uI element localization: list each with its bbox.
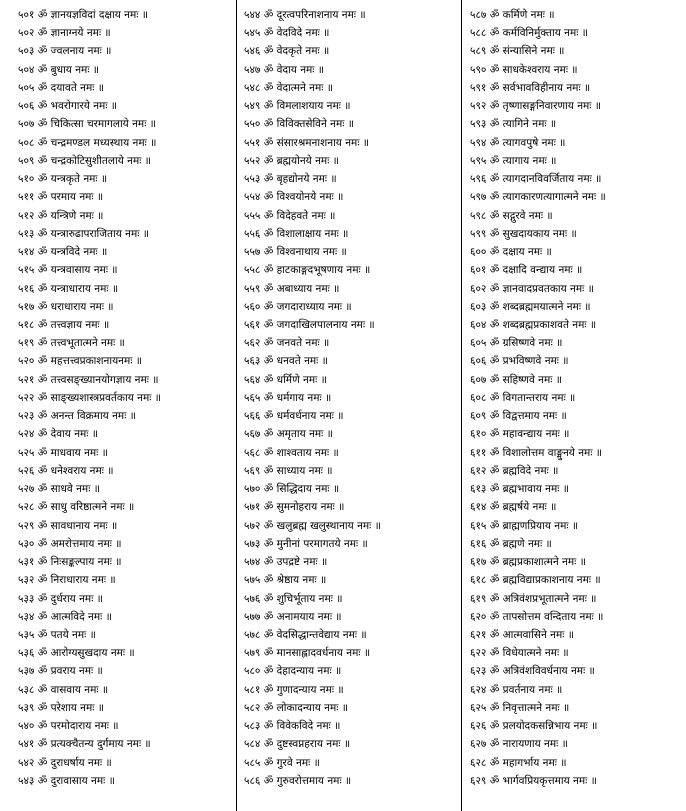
- mantra-line: ५१५ ॐ यन्त्रवासाय नमः ॥: [18, 264, 118, 277]
- mantra-line: ५१० ॐ यन्त्रकृते नमः ॥: [18, 173, 108, 186]
- mantra-line: ६२४ ॐ प्रवर्तनाय नमः ॥: [470, 683, 563, 696]
- mantra-line: ५९० ॐ साधकेश्वराय नमः ॥: [470, 63, 578, 76]
- mantra-line: ५४४ ॐ दूरत्वपरिनाशनाय नमः ॥: [244, 9, 366, 21]
- mantra-line: ५०३ ॐ ज्वलनाय नमः ॥: [18, 45, 112, 58]
- mantra-line: ५६८ ॐ शाश्वताय नमः ॥: [244, 446, 339, 459]
- mantra-line: ५८६ ॐ गुरुवरोत्तमाय नमः ॥: [244, 774, 352, 787]
- mantra-line: ५७३ ॐ मुनीनां परमागतये नमः ॥: [244, 537, 368, 550]
- mantra-line: ५९३ ॐ त्यागिने नमः ॥: [470, 118, 557, 131]
- mantra-line: ६१५ ॐ ब्राह्मणप्रियाय नमः ॥: [470, 519, 579, 532]
- mantra-line: ५११ ॐ परमाय नमः ॥: [18, 191, 104, 204]
- mantra-line: ५३५ ॐ पतये नमः ॥: [18, 628, 96, 641]
- mantra-line: ६०६ ॐ प्रभविष्णवे नमः ॥: [470, 355, 569, 368]
- mantra-line: ५२४ ॐ देवाय नमः ॥: [18, 428, 99, 441]
- mantra-line: ५९२ ॐ तृष्णासङ्गनिवारणाय नमः ॥: [470, 100, 602, 113]
- mantra-line: ५१४ ॐ यन्त्रविदे नमः ॥: [18, 246, 108, 259]
- mantra-line: ५०७ ॐ चिकित्सा चरमागलाये नमः ॥: [18, 118, 156, 131]
- mantra-line: ५६३ ॐ धनवते नमः ॥: [244, 355, 328, 368]
- mantra-line: ६१२ ॐ ब्रह्मविदे नमः ॥: [470, 464, 559, 477]
- mantra-line: ६२२ ॐ विधेयात्मने नमः ॥: [470, 647, 569, 660]
- mantra-line: ५७५ ॐ श्रेष्ठाय नमः ॥: [244, 574, 327, 587]
- mantra-line: ५१३ ॐ यन्त्रारुढापराजिताय नमः ॥: [18, 227, 150, 240]
- mantra-line: ५६० ॐ जगदाराध्याय नमः ॥: [244, 300, 352, 313]
- mantra-line: ५२० ॐ महत्तत्त्वप्रकाशनायनमः ॥: [18, 355, 143, 368]
- mantra-line: ५६६ ॐ धर्मवर्धनाय नमः ॥: [244, 410, 344, 423]
- mantra-line: ६११ ॐ विशालोत्तम वाङ्मुनये नमः ॥: [470, 446, 603, 459]
- mantra-line: ५७१ ॐ सुमनोहराय नमः ॥: [244, 501, 345, 514]
- mantra-line: ५४६ ॐ वेदकृते नमः ॥: [244, 45, 330, 58]
- mantra-line: ५५१ ॐ संसारश्रमनाशनाय नमः ॥: [244, 136, 370, 149]
- mantra-line: ६२३ ॐ अत्रिवंशविवर्धनाय नमः ॥: [470, 665, 595, 678]
- mantra-line: ५२८ ॐ साधु वरिष्ठात्मने नमः ॥: [18, 501, 135, 514]
- mantra-line: ५५७ ॐ विश्वनाथाय नमः ॥: [244, 246, 347, 259]
- mantra-line: ५४५ ॐ वेदविदे नमः ॥: [244, 27, 330, 40]
- mantra-line: ५१८ ॐ तत्त्वज्ञाय नमः ॥: [18, 318, 110, 331]
- mantra-line: ५६४ ॐ धर्मिणे नमः ॥: [244, 373, 327, 386]
- mantra-line: ५७९ ॐ मानसाह्लादवर्धनाय नमः ॥: [244, 647, 371, 660]
- mantra-line: ५०२ ॐ ज्ञानाग्नये नमः ॥: [18, 27, 111, 40]
- mantra-line: ६१६ ॐ ब्रह्मणे नमः ॥: [470, 537, 552, 550]
- mantra-line: ५३० ॐ अमरोत्तमाय नमः ॥: [18, 537, 122, 550]
- mantra-line: ५२९ ॐ सावधानाय नमः ॥: [18, 519, 118, 532]
- mantra-line: ६०५ ॐ ग्रसिष्णवे नमः ॥: [470, 337, 563, 350]
- mantra-line: ५६७ ॐ अमृताय नमः ॥: [244, 428, 333, 441]
- mantra-line: ५९८ ॐ सद्गुरवे नमः ॥: [470, 209, 553, 222]
- names-column-1: [18, 6, 232, 806]
- names-column-3: [470, 6, 684, 806]
- mantra-line: ५९४ ॐ त्यागवपुषे नमः ॥: [470, 136, 566, 149]
- column-divider: [461, 0, 462, 811]
- mantra-line: ५९५ ॐ त्यागाय नमः ॥: [470, 154, 557, 167]
- mantra-line: ५९९ ॐ सुखदायकाय नमः ॥: [470, 227, 577, 240]
- mantra-line: ५२१ ॐ तत्त्वसङ्ख्यानयोगज्ञाय नमः ॥: [18, 373, 159, 386]
- mantra-line: ५२३ ॐ अनन्त विक्रमाय नमः ॥: [18, 410, 136, 423]
- mantra-line: ५९७ ॐ त्यागकारणत्यागात्मने नमः ॥: [470, 191, 606, 204]
- mantra-line: ६१० ॐ महावन्द्याय नमः ॥: [470, 428, 570, 441]
- mantra-line: ५०६ ॐ भवरोगारये नमः ॥: [18, 100, 118, 113]
- mantra-line: ५३८ ॐ वासवाय नमः ॥: [18, 683, 109, 696]
- mantra-line: ६१९ ॐ अत्रिवंशप्रभूतात्मने नमः ॥: [470, 592, 597, 605]
- mantra-line: ६०९ ॐ विद्वत्तमाय नमः ॥: [470, 410, 567, 423]
- mantra-line: ५८२ ॐ लोकादन्याय नमः ॥: [244, 701, 349, 714]
- mantra-line: ५६१ ॐ जगदाखिलपालनाय नमः ॥: [244, 318, 375, 331]
- mantra-line: ५३७ ॐ प्रवराय नमः ॥: [18, 665, 103, 678]
- mantra-line: ५३३ ॐ दुर्धराय नमः ॥: [18, 592, 103, 605]
- mantra-line: ६०८ ॐ विगतान्तराय नमः ॥: [470, 391, 576, 404]
- mantra-line: ६२० ॐ तापसोत्तम वन्दिताय नमः ॥: [470, 610, 604, 623]
- mantra-line: ६२१ ॐ आत्मवासिने नमः ॥: [470, 628, 574, 641]
- mantra-line: ५१७ ॐ धराधाराय नमः ॥: [18, 300, 114, 313]
- mantra-line: ५२५ ॐ माधवाय नमः ॥: [18, 446, 108, 459]
- mantra-line: ५५० ॐ विविक्तसेविने नमः ॥: [244, 118, 355, 131]
- mantra-line: ५४७ ॐ वेदाय नमः ॥: [244, 63, 325, 76]
- mantra-line: ६०२ ॐ ज्ञानवादप्रवतकाय नमः ॥: [470, 282, 594, 295]
- mantra-line: ५२२ ॐ साङ्ख्यशास्त्रप्रवर्तकाय नमः ॥: [18, 391, 161, 404]
- mantra-line: ५७२ ॐ खलुब्रह्म खलुस्थानाय नमः ॥: [244, 519, 381, 532]
- mantra-line: ५८१ ॐ गुणादन्याय नमः ॥: [244, 683, 344, 696]
- mantra-line: ५१६ ॐ यन्त्राधाराय नमः ॥: [18, 282, 119, 295]
- mantra-line: ५१२ ॐ यन्त्रिणे नमः ॥: [18, 209, 104, 222]
- mantra-line: ६२५ ॐ निवृत्तात्मने नमः ॥: [470, 701, 570, 714]
- mantra-line: ५५६ ॐ विशालाक्षाय नमः ॥: [244, 227, 349, 240]
- mantra-line: ५५९ ॐ अबाध्याय नमः ॥: [244, 282, 340, 295]
- mantra-line: ५०८ ॐ चन्द्रमण्डल मध्यस्थाय नमः ॥: [18, 136, 157, 149]
- mantra-line: ५४१ ॐ प्रत्यक्चैतन्य दुर्गमाय नमः ॥: [18, 738, 151, 751]
- mantra-line: ५३४ ॐ आत्मविदे नमः ॥: [18, 610, 112, 623]
- mantra-line: ६२६ ॐ प्रलयोदकसन्निभाय नमः ॥: [470, 720, 598, 733]
- mantra-line: ५३२ ॐ निराधाराय नमः ॥: [18, 574, 116, 587]
- mantra-line: ५५८ ॐ हाटकाङ्गदभूषणाय नमः ॥: [244, 264, 371, 277]
- mantra-line: ५९१ ॐ सर्वभावविहीनाय नमः ॥: [470, 81, 591, 94]
- mantra-line: ५७४ ॐ उपद्रष्टे नमः ॥: [244, 556, 328, 569]
- mantra-line: ५८४ ॐ दुष्टस्वप्नहराय नमः ॥: [244, 738, 351, 751]
- mantra-line: ५७७ ॐ अनामयाय नमः ॥: [244, 610, 342, 623]
- mantra-line: ६०० ॐ दक्षाय नमः ॥: [470, 246, 552, 259]
- mantra-line: ५८३ ॐ विवेकविदे नमः ॥: [244, 720, 341, 733]
- mantra-line: ६२७ ॐ नारायणाय नमः ॥: [470, 738, 568, 751]
- mantra-line: ६०३ ॐ शब्दब्रह्ममयात्मने नमः ॥: [470, 300, 591, 313]
- mantra-line: ५३१ ॐ निःसङ्कल्पाय नमः ॥: [18, 556, 122, 569]
- mantra-line: ५५४ ॐ विश्वयोनये नमः ॥: [244, 191, 344, 204]
- mantra-line: ६१४ ॐ ब्रह्मर्षये नमः ॥: [470, 501, 557, 514]
- mantra-line: ६०४ ॐ शब्दब्रह्मप्रकाशवते नमः ॥: [470, 318, 597, 331]
- mantra-line: ५६९ ॐ साध्याय नमः ॥: [244, 464, 333, 477]
- mantra-line: ६२८ ॐ महागर्भाय नमः ॥: [470, 756, 567, 769]
- mantra-line: ५७८ ॐ वेदसिद्धान्तवेद्याय नमः ॥: [244, 628, 367, 641]
- mantra-line: ५८९ ॐ संन्यासिने नमः ॥: [470, 45, 565, 58]
- mantra-line: ५७० ॐ सिद्धिदाय नमः ॥: [244, 483, 340, 496]
- mantra-line: ५४९ ॐ विमलाशयाय नमः ॥: [244, 100, 351, 113]
- mantra-line: ५६२ ॐ जनवते नमः ॥: [244, 337, 330, 350]
- mantra-line: ६१३ ॐ ब्रह्मभावाय नमः ॥: [470, 483, 569, 496]
- mantra-line: ५४२ ॐ दुराधर्षाय नमः ॥: [18, 756, 112, 769]
- mantra-line: ५०४ ॐ बुधाय नमः ॥: [18, 63, 100, 76]
- mantra-line: ६२९ ॐ भार्गवप्रियकृत्तमाय नमः ॥: [470, 774, 597, 787]
- mantra-line: ५८० ॐ देहादन्याय नमः ॥: [244, 665, 342, 678]
- mantra-line: ५५५ ॐ विदेहवते नमः ॥: [244, 209, 336, 222]
- mantra-line: ५८७ ॐ कर्मिणे नमः ॥: [470, 9, 555, 21]
- mantra-line: ५४३ ॐ दुरावासाय नमः ॥: [18, 774, 115, 787]
- names-column-2: [244, 6, 458, 806]
- mantra-line: ६१८ ॐ ब्रह्मविद्याप्रकाशनाय नमः ॥: [470, 574, 601, 587]
- mantra-line: ५८८ ॐ कर्मविनिर्मुक्ताय नमः ॥: [470, 27, 588, 40]
- mantra-line: ६१७ ॐ ब्रह्मप्रकाशात्मने नमः ॥: [470, 556, 586, 569]
- mantra-line: ५७६ ॐ शुचिर्भूताय नमः ॥: [244, 592, 343, 605]
- mantra-line: ५८५ ॐ गुरवे नमः ॥: [244, 756, 320, 769]
- mantra-line: ६०७ ॐ सहिष्णवे नमः ॥: [470, 373, 563, 386]
- mantra-line: ६०१ ॐ दक्षादि वन्द्याय नमः ॥: [470, 264, 583, 277]
- mantra-line: ५०९ ॐ चन्द्रकोटिसुशीतलाये नमः ॥: [18, 154, 151, 167]
- mantra-line: ५३६ ॐ आरोग्यसुखदाय नमः ॥: [18, 647, 135, 660]
- mantra-line: ५६५ ॐ धर्मगाय नमः ॥: [244, 391, 332, 404]
- mantra-line: ५९६ ॐ त्यागदानविवर्जिताय नमः ॥: [470, 173, 602, 186]
- mantra-line: ५५३ ॐ बृहद्योनये नमः ॥: [244, 173, 337, 186]
- mantra-line: ५५२ ॐ ब्रह्मयोनये नमः ॥: [244, 154, 339, 167]
- mantra-line: ५३९ ॐ परेशाय नमः ॥: [18, 701, 105, 714]
- mantra-line: ५२६ ॐ धनेश्वराय नमः ॥: [18, 464, 114, 477]
- mantra-line: ५४० ॐ परमोदाराय नमः ॥: [18, 720, 119, 733]
- mantra-line: ५०१ ॐ ज्ञानयज्ञविदां दक्षाय नमः ॥: [18, 9, 149, 21]
- mantra-line: ५१९ ॐ तत्त्वभूतात्मने नमः ॥: [18, 337, 125, 350]
- mantra-line: ५०५ ॐ दयावते नमः ॥: [18, 81, 105, 94]
- mantra-line: ५४८ ॐ वेदात्मने नमः ॥: [244, 81, 334, 94]
- column-divider: [236, 0, 237, 811]
- mantra-line: ५२७ ॐ साधवे नमः ॥: [18, 483, 100, 496]
